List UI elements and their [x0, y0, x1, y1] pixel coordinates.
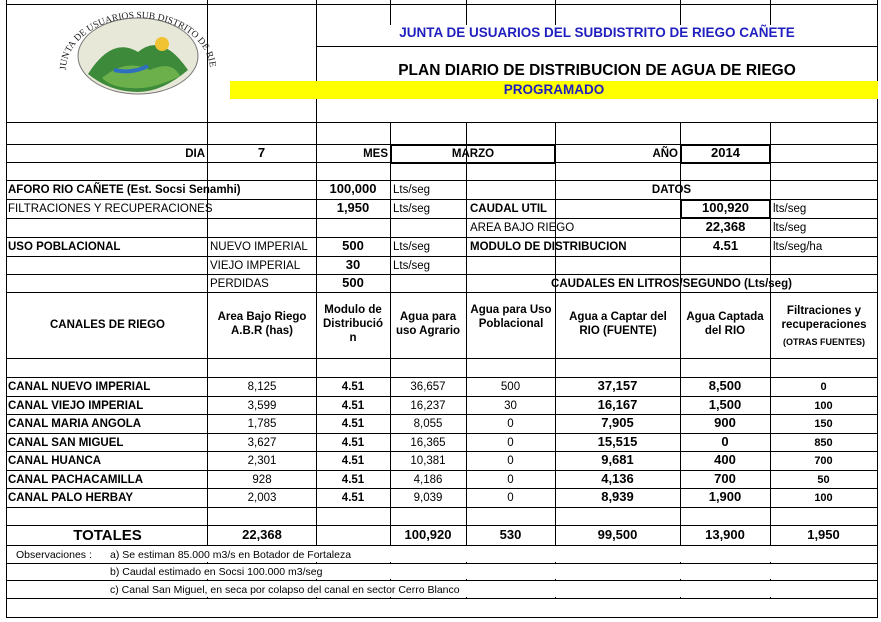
cell-captada: 700: [714, 471, 736, 486]
mes-label: MES: [363, 148, 388, 160]
modulo-value: 4.51: [712, 238, 739, 253]
mes-value: MARZO: [451, 148, 495, 160]
aforo-label: AFORO RIO CAÑETE (Est. Socsi Senamhi): [8, 184, 241, 196]
col-header-modulo: Modulo de Distribució n: [322, 304, 384, 344]
cell-agrario: 36,657: [410, 381, 446, 393]
logo: [52, 8, 220, 98]
cell-modulo: 4.51: [341, 418, 365, 430]
cell-captar: 9,681: [601, 452, 634, 467]
cell-modulo: 4.51: [341, 455, 365, 467]
cell-agrario: 10,381: [410, 455, 446, 467]
totals-area: 22,368: [242, 527, 282, 542]
cell-canal: CANAL NUEVO IMPERIAL: [8, 381, 151, 393]
anio-value: 2014: [711, 145, 740, 160]
status-label: PROGRAMADO: [503, 82, 605, 97]
col-header-agrario: Agua para uso Agrario: [395, 311, 461, 337]
uso-row-unit: Lts/seg: [393, 241, 431, 253]
totals-label: TOTALES: [73, 527, 142, 544]
observacion-item: c) Canal San Miguel, en seca por colapso del canal en sector Cerro Blanco: [110, 584, 460, 596]
cell-agrario: 16,237: [410, 400, 446, 412]
uso-row-value: 500: [342, 238, 364, 253]
cell-poblacional: 0: [507, 437, 514, 449]
totals-poblacional: 530: [499, 527, 522, 542]
caudal-util-unit: lts/seg: [773, 203, 807, 215]
cell-area: 2,003: [247, 492, 277, 504]
cell-captada: 1,900: [708, 489, 742, 504]
cell-canal: CANAL SAN MIGUEL: [8, 437, 124, 449]
col-header-area: Area Bajo Riego A.B.R (has): [217, 311, 307, 337]
aforo-value: 100,000: [329, 181, 377, 196]
cell-captar: 4,136: [601, 471, 634, 486]
caudal-util-value: 100,920: [702, 200, 749, 215]
col-header-filtr-sub: (OTRAS FUENTES): [783, 337, 865, 347]
col-header-canales: CANALES DE RIEGO: [49, 319, 165, 331]
modulo-label: MODULO DE DISTRIBUCION: [470, 241, 627, 253]
observacion-item: b) Caudal estimado en Socsi 100.000 m3/seg: [110, 566, 323, 578]
cell-filtr: 100: [814, 400, 833, 412]
cell-poblacional: 0: [507, 455, 514, 467]
cell-captar: 16,167: [597, 397, 638, 412]
cell-filtr: 700: [814, 455, 833, 467]
cell-filtr: 50: [817, 474, 830, 486]
cell-agrario: 9,039: [413, 492, 443, 504]
cell-area: 928: [252, 474, 272, 486]
cell-modulo: 4.51: [341, 400, 365, 412]
cell-poblacional: 0: [507, 492, 514, 504]
totals-captar: 99,500: [597, 527, 638, 542]
col-header-captada: Agua Captada del RIO: [686, 311, 764, 337]
cell-modulo: 4.51: [341, 492, 365, 504]
cell-captada: 900: [714, 415, 736, 430]
cell-captar: 8,939: [601, 489, 634, 504]
logo-text: JUNTA DE USUARIOS SUB DISTRITO DE RIE: [58, 10, 217, 71]
filtraciones-unit: Lts/seg: [393, 203, 431, 215]
cell-captar: 15,515: [597, 434, 638, 449]
uso-row-name: PERDIDAS: [210, 278, 269, 290]
modulo-unit: lts/seg/ha: [773, 241, 823, 253]
cell-captar: 7,905: [601, 415, 634, 430]
area-value: 22,368: [705, 219, 746, 234]
caudal-util-label: CAUDAL UTIL: [470, 203, 548, 215]
uso-row-value: 30: [345, 257, 361, 272]
dia-label: DIA: [185, 148, 205, 160]
cell-captada: 8,500: [708, 378, 742, 393]
col-header-filtr: Filtraciones y recuperaciones: [781, 305, 867, 331]
cell-modulo: 4.51: [341, 381, 365, 393]
cell-poblacional: 500: [500, 381, 521, 393]
cell-area: 1,785: [247, 418, 277, 430]
cell-modulo: 4.51: [341, 437, 365, 449]
observacion-item: a) Se estiman 85.000 m3/s en Botador de Fortaleza: [110, 549, 352, 561]
cell-canal: CANAL VIEJO IMPERIAL: [8, 400, 144, 412]
cell-agrario: 8,055: [413, 418, 443, 430]
dia-value: 7: [257, 145, 266, 160]
area-unit: lts/seg: [773, 222, 807, 234]
cell-agrario: 4,186: [413, 474, 443, 486]
cell-captada: 0: [721, 434, 729, 449]
col-header-captar: Agua a Captar del RIO (FUENTE): [569, 311, 667, 337]
cell-captar: 37,157: [597, 378, 638, 393]
cell-canal: CANAL PACHACAMILLA: [8, 474, 144, 486]
caudales-title: CAUDALES EN LITROS/SEGUNDO (Lts/seg): [551, 278, 792, 290]
totals-captada: 13,900: [705, 527, 745, 542]
cell-area: 2,301: [247, 455, 277, 467]
cell-modulo: 4.51: [341, 474, 365, 486]
cell-canal: CANAL MARIA ANGOLA: [8, 418, 142, 430]
cell-captada: 400: [714, 452, 736, 467]
datos-title: DATOS: [651, 184, 692, 196]
cell-poblacional: 0: [507, 474, 514, 486]
uso-row-name: VIEJO IMPERIAL: [210, 260, 301, 272]
cell-filtr: 150: [814, 418, 833, 430]
cell-agrario: 16,365: [410, 437, 446, 449]
cell-area: 3,627: [247, 437, 277, 449]
cell-filtr: 0: [820, 381, 827, 393]
cell-poblacional: 0: [507, 418, 514, 430]
cell-area: 3,599: [247, 400, 277, 412]
uso-row-name: NUEVO IMPERIAL: [210, 241, 308, 253]
col-header-poblacional: Agua para Uso Poblacional: [470, 304, 552, 330]
uso-row-unit: Lts/seg: [393, 260, 431, 272]
area-label: AREA BAJO RIEGO: [470, 222, 575, 234]
logo-emblem-icon: [52, 8, 220, 98]
observaciones-label: Observaciones :: [16, 549, 92, 561]
uso-row-value: 500: [342, 275, 364, 290]
anio-label: AÑO: [652, 148, 678, 160]
totals-filtr: 1,950: [807, 527, 840, 542]
cell-area: 8,125: [247, 381, 277, 393]
cell-poblacional: 30: [504, 400, 517, 412]
filtraciones-value: 1,950: [336, 200, 370, 215]
uso-poblacional-label: USO POBLACIONAL: [8, 241, 121, 253]
totals-agrario: 100,920: [404, 527, 452, 542]
plan-title: PLAN DIARIO DE DISTRIBUCION DE AGUA DE RIEGO: [398, 62, 796, 79]
cell-filtr: 850: [814, 437, 833, 449]
org-title: JUNTA DE USUARIOS DEL SUBDISTRITO DE RIEGO CAÑETE: [399, 25, 795, 40]
cell-canal: CANAL PALO HERBAY: [8, 492, 134, 504]
cell-captada: 1,500: [708, 397, 742, 412]
aforo-unit: Lts/seg: [393, 184, 431, 196]
cell-filtr: 100: [814, 492, 833, 504]
filtraciones-label: FILTRACIONES Y RECUPERACIONES: [8, 203, 213, 215]
cell-canal: CANAL HUANCA: [8, 455, 102, 467]
